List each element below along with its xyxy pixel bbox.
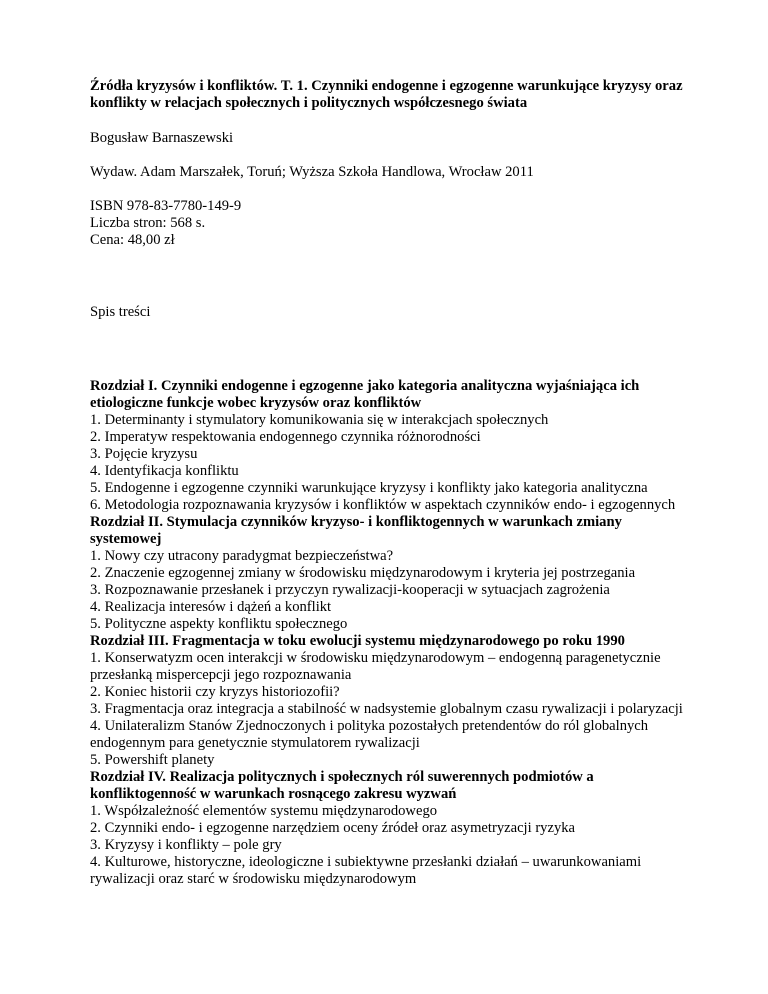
toc-heading: Spis treści (90, 304, 151, 320)
book-publisher: Wydaw. Adam Marszałek, Toruń; Wyższa Szkoła Handlowa, Wrocław 2011 (90, 164, 534, 180)
chapter-item: 4. Kulturowe, historyczne, ideologiczne i subiektywne przesłanki działań – uwarunkowaniami rywalizacji oraz starć w środowisku międzynarodowym (90, 854, 642, 887)
chapter-item: 5. Powershift planety (90, 752, 215, 768)
book-title: Źródła kryzysów i konfliktów. T. 1. Czynniki endogenne i egzogenne warunkujące kryzysy oraz konflikty w relacjach społecznych i politycznych współczesnego świata (90, 78, 683, 111)
chapter-title: Rozdział II. Stymulacja czynników kryzyso- i konfliktogennych w warunkach zmiany systemowej (90, 514, 622, 547)
chapter-item: 4. Unilateralizm Stanów Zjednoczonych i polityka pozostałych pretendentów do ról globalnych endogennym para genetycznie stymulatorem rywalizacji (90, 718, 649, 751)
chapter-item: 2. Czynniki endo- i egzogenne narzędziem oceny źródeł oraz asymetryzacji ryzyka (90, 820, 576, 836)
chapter-item: 1. Determinanty i stymulatory komunikowania się w interakcjach społecznych (90, 412, 549, 428)
chapter-title: Rozdział I. Czynniki endogenne i egzogenne jako kategoria analityczna wyjaśniająca ich etiologiczne funkcje wobec kryzysów oraz konfliktów (90, 378, 640, 411)
chapter-item: 3. Kryzysy i konflikty – pole gry (90, 837, 282, 853)
document-page (90, 78, 690, 888)
toc-chapters (90, 378, 690, 888)
chapter (90, 514, 690, 633)
chapter-item: 3. Fragmentacja oraz integracja a stabilność w nadsystemie globalnym czasu rywalizacji i polaryzacji (90, 701, 683, 717)
chapter-item: 4. Realizacja interesów i dążeń a konflikt (90, 599, 332, 615)
book-pages: Liczba stron: 568 s. (90, 215, 206, 231)
chapter-item: 4. Identyfikacja konfliktu (90, 463, 239, 479)
book-author: Bogusław Barnaszewski (90, 130, 234, 146)
chapter-item: 5. Endogenne i egzogenne czynniki warunkujące kryzysy i konflikty jako kategoria analityczna (90, 480, 648, 496)
chapter (90, 633, 690, 769)
chapter-item: 1. Współzależność elementów systemu międzynarodowego (90, 803, 438, 819)
book-price: Cena: 48,00 zł (90, 232, 175, 248)
chapter-item: 3. Pojęcie kryzysu (90, 446, 198, 462)
chapter-item: 3. Rozpoznawanie przesłanek i przyczyn rywalizacji-kooperacji w sytuacjach zagrożenia (90, 582, 610, 598)
chapter-item: 1. Konserwatyzm ocen interakcji w środowisku międzynarodowym – endogenną paragenetycznie przesłanką mispercepcji jego rozpoznawania (90, 650, 661, 683)
chapter (90, 378, 690, 514)
chapter (90, 769, 690, 888)
chapter-item: 6. Metodologia rozpoznawania kryzysów i konfliktów w aspektach czynników endo- i egzogennych (90, 497, 676, 513)
chapter-item: 2. Imperatyw respektowania endogennego czynnika różnorodności (90, 429, 481, 445)
chapter-item: 1. Nowy czy utracony paradygmat bezpieczeństwa? (90, 548, 394, 564)
book-isbn: ISBN 978-83-7780-149-9 (90, 198, 242, 214)
chapter-title: Rozdział III. Fragmentacja w toku ewolucji systemu międzynarodowego po roku 1990 (90, 633, 625, 649)
chapter-title: Rozdział IV. Realizacja politycznych i społecznych ról suwerennych podmiotów a konfliktogenność w warunkach rosnącego zakresu wyzwań (90, 769, 594, 802)
chapter-item: 5. Polityczne aspekty konfliktu społecznego (90, 616, 348, 632)
chapter-item: 2. Znaczenie egzogennej zmiany w środowisku międzynarodowym i kryteria jej postrzegania (90, 565, 636, 581)
book-details (90, 198, 690, 249)
chapter-item: 2. Koniec historii czy kryzys historiozofii? (90, 684, 340, 700)
